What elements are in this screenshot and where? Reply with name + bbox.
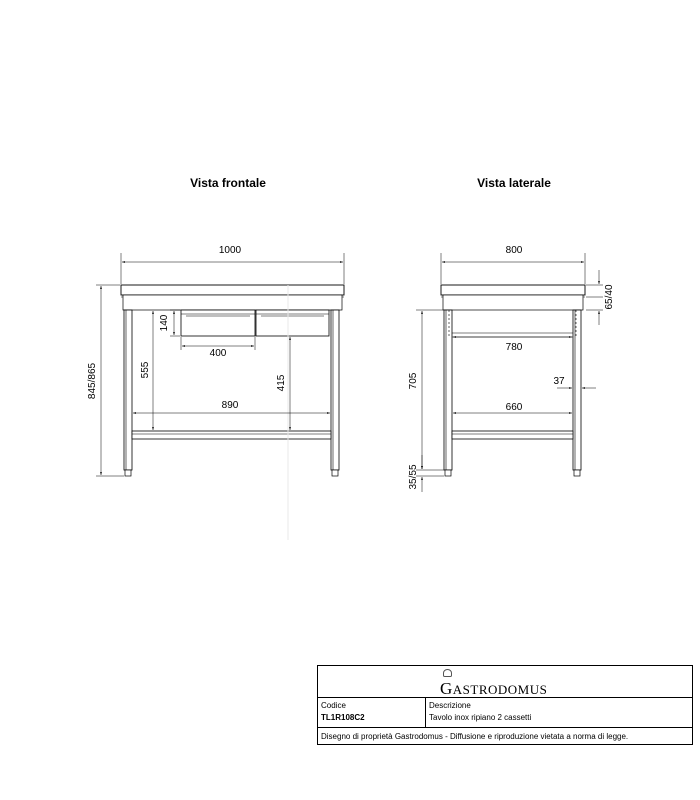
- dim-front-width: 1000: [218, 245, 242, 256]
- title-block: [317, 665, 693, 745]
- dim-front-inner-height: 555: [140, 361, 151, 379]
- dim-shelf-height: 415: [276, 374, 287, 392]
- chef-hat-icon: [443, 669, 452, 677]
- dim-leg-inset: 37: [553, 376, 565, 387]
- front-shelf: [132, 431, 331, 439]
- dim-side-depth: 800: [505, 245, 523, 256]
- dim-drawer-width: 400: [209, 348, 227, 359]
- code-cell: [318, 698, 426, 727]
- front-view: [121, 285, 344, 540]
- ownership-notice: Disegno di proprietà Gastrodomus - Diffusione e riproduzione vietata a norma di legge.: [321, 732, 629, 741]
- dim-top-thickness: 65/40: [604, 284, 615, 310]
- title-block-info-row: [318, 698, 692, 728]
- dim-shelf-depth: 660: [505, 402, 523, 413]
- description-cell: [426, 698, 692, 727]
- brand-name: GASTRODOMUS: [440, 679, 548, 698]
- dim-inner-depth: 780: [505, 342, 523, 353]
- dim-shelf-width: 890: [221, 400, 239, 411]
- dim-drawer-height: 140: [159, 314, 170, 332]
- dim-foot-height: 35/55: [408, 464, 419, 490]
- description-label: Descrizione: [429, 701, 471, 710]
- brand-logo: [318, 666, 692, 698]
- front-view-title: Vista frontale: [190, 176, 266, 190]
- side-shelf: [452, 431, 573, 439]
- dim-side-height: 705: [408, 372, 419, 390]
- description-value: Tavolo inox ripiano 2 cassetti: [429, 713, 532, 722]
- code-value: TL1R108C2: [321, 713, 365, 722]
- side-view-title: Vista laterale: [477, 176, 551, 190]
- dim-front-height: 845/865: [87, 362, 98, 400]
- code-label: Codice: [321, 701, 346, 710]
- side-dimensions: [408, 245, 615, 492]
